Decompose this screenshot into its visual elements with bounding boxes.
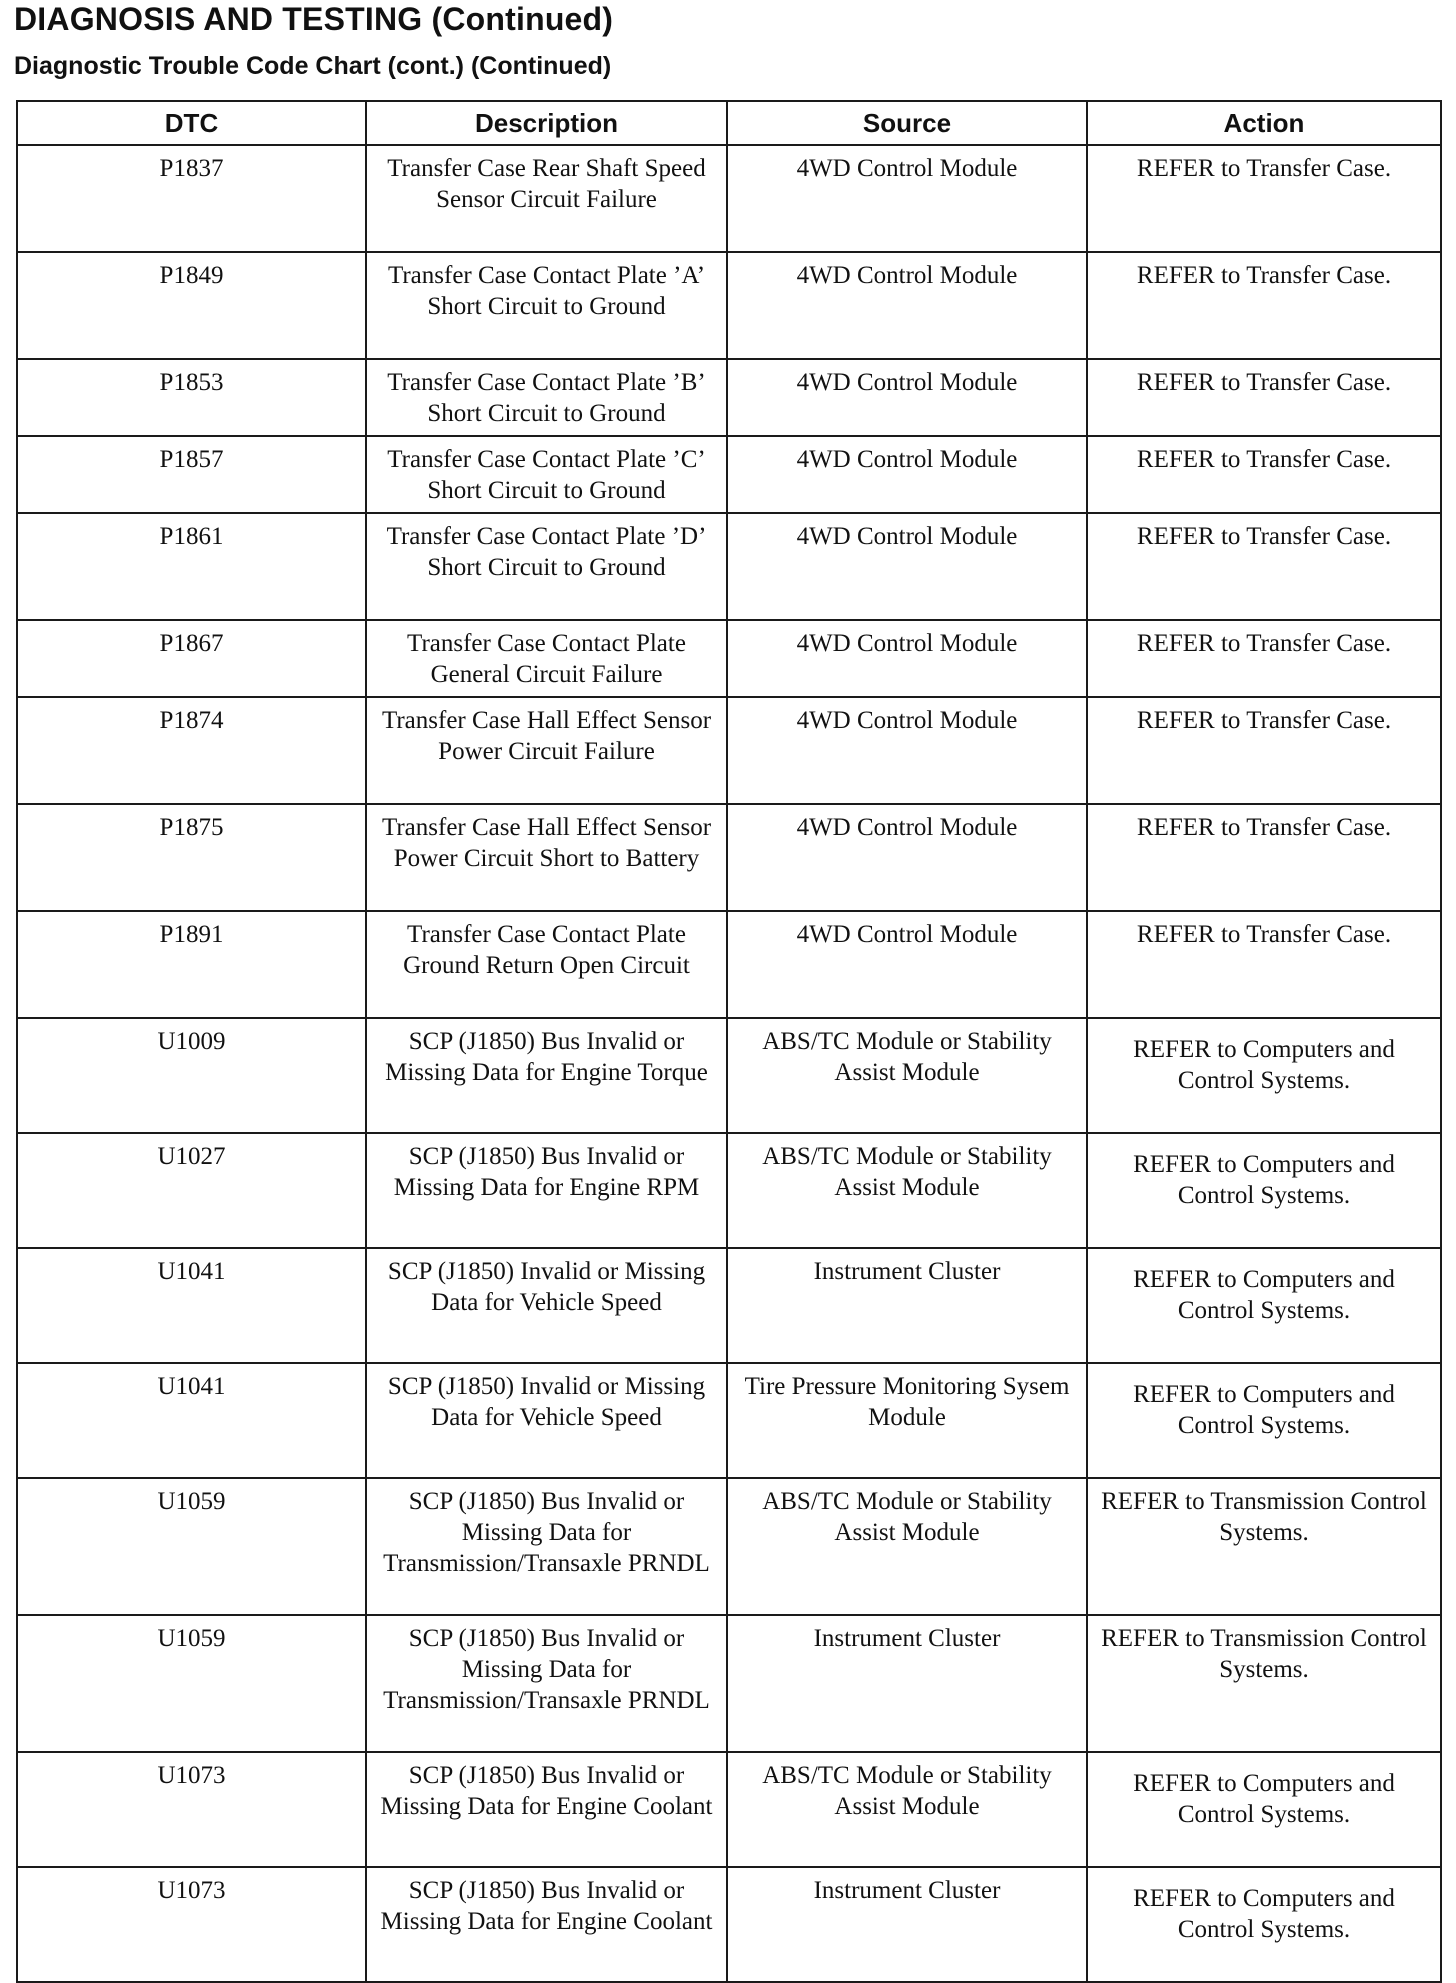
- action-cell: REFER to Computers and Control Systems.: [1087, 1133, 1441, 1248]
- source-cell: Tire Pressure Monitoring Sysem Module: [727, 1363, 1087, 1478]
- dtc-table: [16, 100, 1442, 1983]
- table-row: [17, 1615, 1441, 1752]
- description-cell: Transfer Case Contact Plate General Circuit Failure: [366, 620, 727, 697]
- action-cell: REFER to Computers and Control Systems.: [1087, 1752, 1441, 1867]
- action-cell: REFER to Computers and Control Systems.: [1087, 1018, 1441, 1133]
- source-cell: 4WD Control Module: [727, 252, 1087, 359]
- description-cell: Transfer Case Contact Plate Ground Return Open Circuit: [366, 911, 727, 1018]
- action-cell: REFER to Transfer Case.: [1087, 436, 1441, 513]
- action-cell: REFER to Transfer Case.: [1087, 911, 1441, 1018]
- table-row: [17, 911, 1441, 1018]
- page-heading: DIAGNOSIS AND TESTING (Continued): [14, 1, 614, 37]
- header-source: Source: [727, 101, 1087, 145]
- description-cell: SCP (J1850) Bus Invalid or Missing Data for Engine RPM: [366, 1133, 727, 1248]
- description-cell: Transfer Case Contact Plate ’A’ Short Circuit to Ground: [366, 252, 727, 359]
- description-cell: SCP (J1850) Invalid or Missing Data for Vehicle Speed: [366, 1248, 727, 1363]
- dtc-code-cell: P1874: [17, 697, 366, 804]
- dtc-code-cell: U1027: [17, 1133, 366, 1248]
- action-cell: REFER to Transfer Case.: [1087, 697, 1441, 804]
- action-cell: REFER to Transfer Case.: [1087, 620, 1441, 697]
- description-cell: Transfer Case Hall Effect Sensor Power Circuit Short to Battery: [366, 804, 727, 911]
- source-cell: Instrument Cluster: [727, 1867, 1087, 1982]
- action-cell: REFER to Computers and Control Systems.: [1087, 1363, 1441, 1478]
- source-cell: ABS/TC Module or Stability Assist Module: [727, 1752, 1087, 1867]
- source-cell: 4WD Control Module: [727, 620, 1087, 697]
- table-row: [17, 436, 1441, 513]
- source-cell: 4WD Control Module: [727, 436, 1087, 513]
- table-row: [17, 252, 1441, 359]
- table-row: [17, 513, 1441, 620]
- action-cell: REFER to Computers and Control Systems.: [1087, 1248, 1441, 1363]
- action-cell: REFER to Transfer Case.: [1087, 359, 1441, 436]
- action-cell: REFER to Transfer Case.: [1087, 252, 1441, 359]
- dtc-code-cell: U1041: [17, 1248, 366, 1363]
- table-row: [17, 359, 1441, 436]
- source-cell: ABS/TC Module or Stability Assist Module: [727, 1018, 1087, 1133]
- table-row: [17, 1018, 1441, 1133]
- table-row: [17, 620, 1441, 697]
- table-row: [17, 1133, 1441, 1248]
- action-cell: REFER to Transfer Case.: [1087, 804, 1441, 911]
- description-cell: SCP (J1850) Bus Invalid or Missing Data for Engine Torque: [366, 1018, 727, 1133]
- action-cell: REFER to Transfer Case.: [1087, 145, 1441, 252]
- dtc-code-cell: U1059: [17, 1615, 366, 1752]
- dtc-code-cell: P1837: [17, 145, 366, 252]
- header-dtc: DTC: [17, 101, 366, 145]
- description-cell: SCP (J1850) Bus Invalid or Missing Data for Engine Coolant: [366, 1752, 727, 1867]
- action-cell: REFER to Computers and Control Systems.: [1087, 1867, 1441, 1982]
- dtc-code-cell: P1849: [17, 252, 366, 359]
- source-cell: 4WD Control Module: [727, 697, 1087, 804]
- chart-subheading: Diagnostic Trouble Code Chart (cont.) (Continued): [14, 52, 612, 80]
- dtc-code-cell: P1857: [17, 436, 366, 513]
- source-cell: 4WD Control Module: [727, 359, 1087, 436]
- table-row: [17, 804, 1441, 911]
- action-cell: REFER to Transmission Control Systems.: [1087, 1615, 1441, 1752]
- header-action: Action: [1087, 101, 1441, 145]
- description-cell: Transfer Case Hall Effect Sensor Power Circuit Failure: [366, 697, 727, 804]
- dtc-code-cell: U1073: [17, 1867, 366, 1982]
- table-row: [17, 145, 1441, 252]
- action-cell: REFER to Transfer Case.: [1087, 513, 1441, 620]
- description-cell: Transfer Case Contact Plate ’B’ Short Circuit to Ground: [366, 359, 727, 436]
- action-cell: REFER to Transmission Control Systems.: [1087, 1478, 1441, 1615]
- source-cell: Instrument Cluster: [727, 1615, 1087, 1752]
- description-cell: SCP (J1850) Bus Invalid or Missing Data for Transmission/Transaxle PRNDL: [366, 1478, 727, 1615]
- description-cell: SCP (J1850) Bus Invalid or Missing Data for Engine Coolant: [366, 1867, 727, 1982]
- dtc-code-cell: P1875: [17, 804, 366, 911]
- dtc-code-cell: P1861: [17, 513, 366, 620]
- description-cell: Transfer Case Contact Plate ’C’ Short Circuit to Ground: [366, 436, 727, 513]
- dtc-code-cell: P1891: [17, 911, 366, 1018]
- dtc-code-cell: U1073: [17, 1752, 366, 1867]
- dtc-code-cell: U1059: [17, 1478, 366, 1615]
- source-cell: 4WD Control Module: [727, 145, 1087, 252]
- table-row: [17, 1752, 1441, 1867]
- table-row: [17, 1478, 1441, 1615]
- source-cell: Instrument Cluster: [727, 1248, 1087, 1363]
- description-cell: Transfer Case Rear Shaft Speed Sensor Circuit Failure: [366, 145, 727, 252]
- description-cell: SCP (J1850) Bus Invalid or Missing Data for Transmission/Transaxle PRNDL: [366, 1615, 727, 1752]
- dtc-code-cell: P1853: [17, 359, 366, 436]
- table-row: [17, 697, 1441, 804]
- dtc-code-cell: U1041: [17, 1363, 366, 1478]
- source-cell: 4WD Control Module: [727, 513, 1087, 620]
- table-row: [17, 1363, 1441, 1478]
- header-description: Description: [366, 101, 727, 145]
- source-cell: 4WD Control Module: [727, 911, 1087, 1018]
- source-cell: 4WD Control Module: [727, 804, 1087, 911]
- table-row: [17, 1248, 1441, 1363]
- description-cell: SCP (J1850) Invalid or Missing Data for Vehicle Speed: [366, 1363, 727, 1478]
- dtc-code-cell: P1867: [17, 620, 366, 697]
- source-cell: ABS/TC Module or Stability Assist Module: [727, 1133, 1087, 1248]
- dtc-code-cell: U1009: [17, 1018, 366, 1133]
- table-header-row: [17, 101, 1441, 145]
- source-cell: ABS/TC Module or Stability Assist Module: [727, 1478, 1087, 1615]
- description-cell: Transfer Case Contact Plate ’D’ Short Circuit to Ground: [366, 513, 727, 620]
- table-row: [17, 1867, 1441, 1982]
